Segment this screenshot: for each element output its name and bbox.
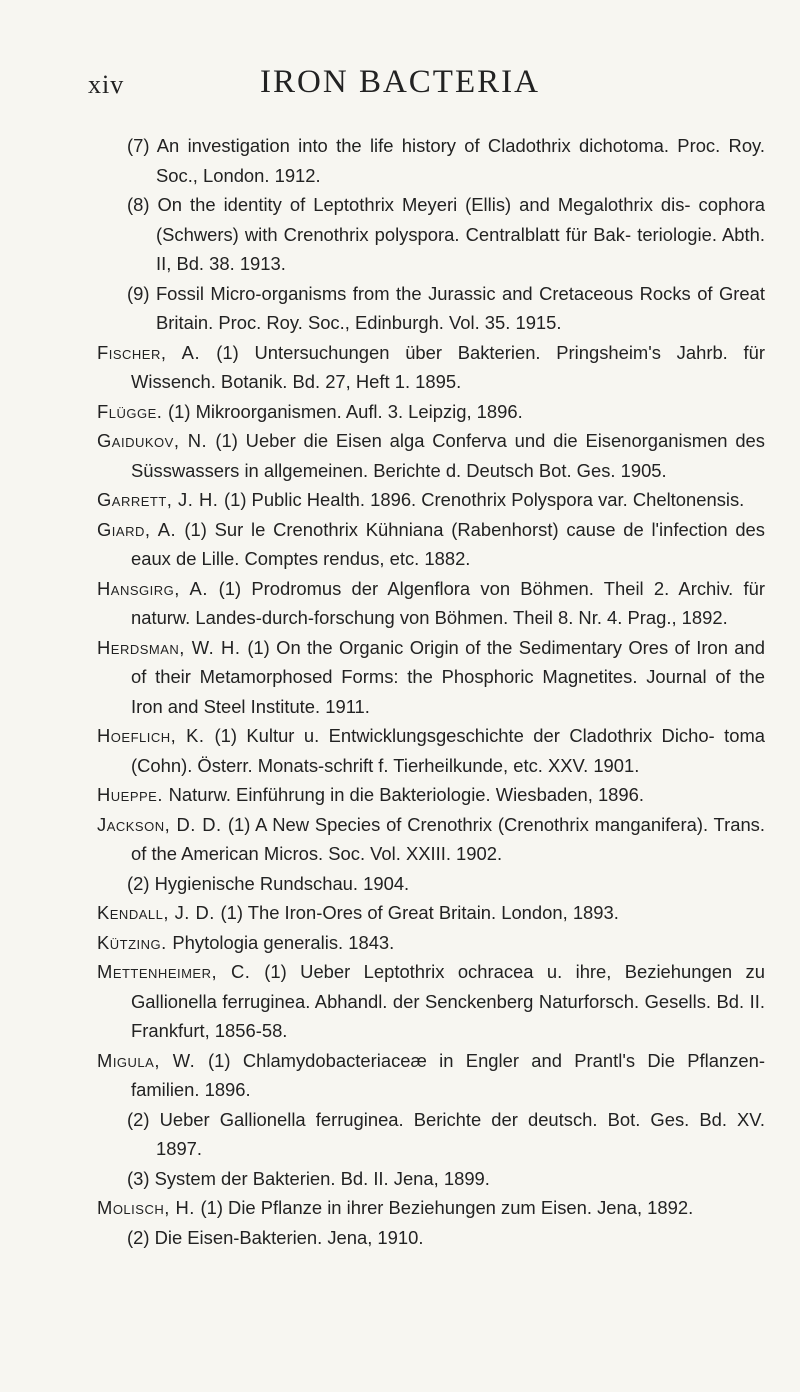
reference-text: (8) On the identity of Leptothrix Meyeri (Ellis) and Megalothrix dis- cophora (Schwers) with Crenothrix polyspora. Centralblatt für Bak- teriologie. Abth. II, Bd. 38. 1913. (127, 194, 765, 274)
reference-author: Gaidukov, N. (97, 430, 208, 451)
reference-entry (97, 869, 765, 899)
reference-text: (1) Die Pflanze in ihrer Beziehungen zum Eisen. Jena, 1892. (200, 1197, 694, 1218)
reference-entry (97, 515, 765, 574)
reference-text: (1) Sur le Crenothrix Kühniana (Rabenhorst) cause de l'infection des eaux de Lille. Comptes rendus, etc. 1882. (131, 518, 765, 569)
reference-text: (1) On the Organic Origin of the Sedimentary Ores of Iron and of their Metamorphosed Forms: the Phosphoric Magnetites. Journal of the Iron and Steel Institute. 1911. (131, 636, 765, 717)
reference-text: (2) Ueber Gallionella ferruginea. Berichte der deutsch. Bot. Ges. Bd. XV. 1897. (127, 1108, 765, 1159)
reference-entry (97, 574, 765, 633)
reference-text: (1) Ueber Leptothrix ochracea u. ihre, Beziehungen zu Gallionella ferruginea. Abhandl. der Senckenberg Naturforsch. Gesells. Bd. II. Frankfurt, 1856-58. (131, 961, 765, 1041)
reference-entry (97, 957, 765, 1046)
reference-text: (1) Prodromus der Algenflora von Böhmen. Theil 2. Archiv. für naturw. Landes-durch-forschung von Böhmen. Theil 8. Nr. 4. Prag., 1892. (131, 577, 765, 628)
reference-author: Kendall, J. D. (97, 902, 215, 923)
reference-author: Jackson, D. D. (97, 813, 222, 835)
reference-text: (1) Chlamydobacteriaceæ in Engler and Prantl's Die Pflanzen- familien. 1896. (131, 1049, 765, 1100)
reference-text: (1) The Iron-Ores of Great Britain. London, 1893. (220, 902, 619, 923)
reference-author: Hoeflich, K. (97, 725, 205, 746)
reference-entry (97, 1046, 765, 1105)
reference-author: Flügge. (97, 400, 163, 422)
reference-text: (1) Kultur u. Entwicklungsgeschichte der Cladothrix Dicho- toma (Cohn). Österr. Monats-schrift f. Tierheilkunde, etc. XXV. 1901. (131, 725, 765, 776)
reference-author: Giard, A. (97, 518, 177, 540)
reference-entry (97, 338, 765, 397)
reference-text: (1) Untersuchungen über Bakterien. Pringsheim's Jahrb. für Wissench. Botanik. Bd. 27, Heft 1. 1895. (131, 341, 765, 392)
reference-entry (97, 780, 765, 810)
reference-author: Mettenheimer, C. (97, 961, 251, 982)
reference-entry (97, 1223, 765, 1253)
reference-author: Herdsman, W. H. (97, 636, 241, 658)
reference-entry (97, 721, 765, 780)
reference-author: Molisch, H. (97, 1197, 195, 1218)
page-number: xiv (88, 70, 125, 99)
reference-entry (97, 131, 765, 190)
reference-author: Hueppe. (97, 784, 163, 805)
reference-entry (97, 190, 765, 279)
reference-entry (97, 810, 765, 869)
reference-entry (97, 397, 765, 427)
bibliography-list (97, 131, 765, 1252)
reference-text: Naturw. Einführung in die Bakteriologie. Wiesbaden, 1896. (168, 784, 644, 805)
reference-author: Kützing. (97, 931, 167, 953)
reference-text: (1) Mikroorganismen. Aufl. 3. Leipzig, 1896. (167, 400, 523, 422)
reference-entry (97, 426, 765, 485)
reference-text: (1) Public Health. 1896. Crenothrix Polyspora var. Cheltonensis. (223, 489, 745, 510)
reference-text: (1) A New Species of Crenothrix (Crenothrix manganifera). Trans. of the American Micros. Soc. Vol. XXIII. 1902. (131, 813, 765, 864)
reference-author: Migula, W. (97, 1049, 196, 1071)
running-head (0, 62, 800, 102)
running-title: IRON BACTERIA (260, 64, 540, 100)
reference-entry (97, 1193, 765, 1223)
reference-entry (97, 633, 765, 722)
reference-text: (7) An investigation into the life history of Cladothrix dichotoma. Proc. Roy. Soc., London. 1912. (127, 135, 765, 186)
reference-text: (9) Fossil Micro-organisms from the Jurassic and Cretaceous Rocks of Great Britain. Proc. Roy. Soc., Edinburgh. Vol. 35. 1915. (127, 282, 765, 333)
reference-text: (2) Die Eisen-Bakterien. Jena, 1910. (127, 1226, 424, 1248)
reference-author: Garrett, J. H. (97, 489, 219, 510)
reference-text: (3) System der Bakterien. Bd. II. Jena, 1899. (127, 1167, 490, 1189)
reference-entry (97, 928, 765, 958)
reference-entry (97, 898, 765, 928)
reference-entry (97, 485, 765, 515)
reference-author: Fischer, A. (97, 341, 201, 363)
reference-entry (97, 1164, 765, 1194)
reference-entry (97, 279, 765, 338)
reference-text: (2) Hygienische Rundschau. 1904. (127, 872, 410, 894)
reference-entry (97, 1105, 765, 1164)
reference-text: (1) Ueber die Eisen alga Conferva und die Eisenorganismen des Süsswassers in allgemeinen. Berichte d. Deutsch Bot. Ges. 1905. (131, 430, 765, 481)
reference-text: Phytologia generalis. 1843. (172, 931, 395, 953)
reference-author: Hansgirg, A. (97, 577, 208, 599)
